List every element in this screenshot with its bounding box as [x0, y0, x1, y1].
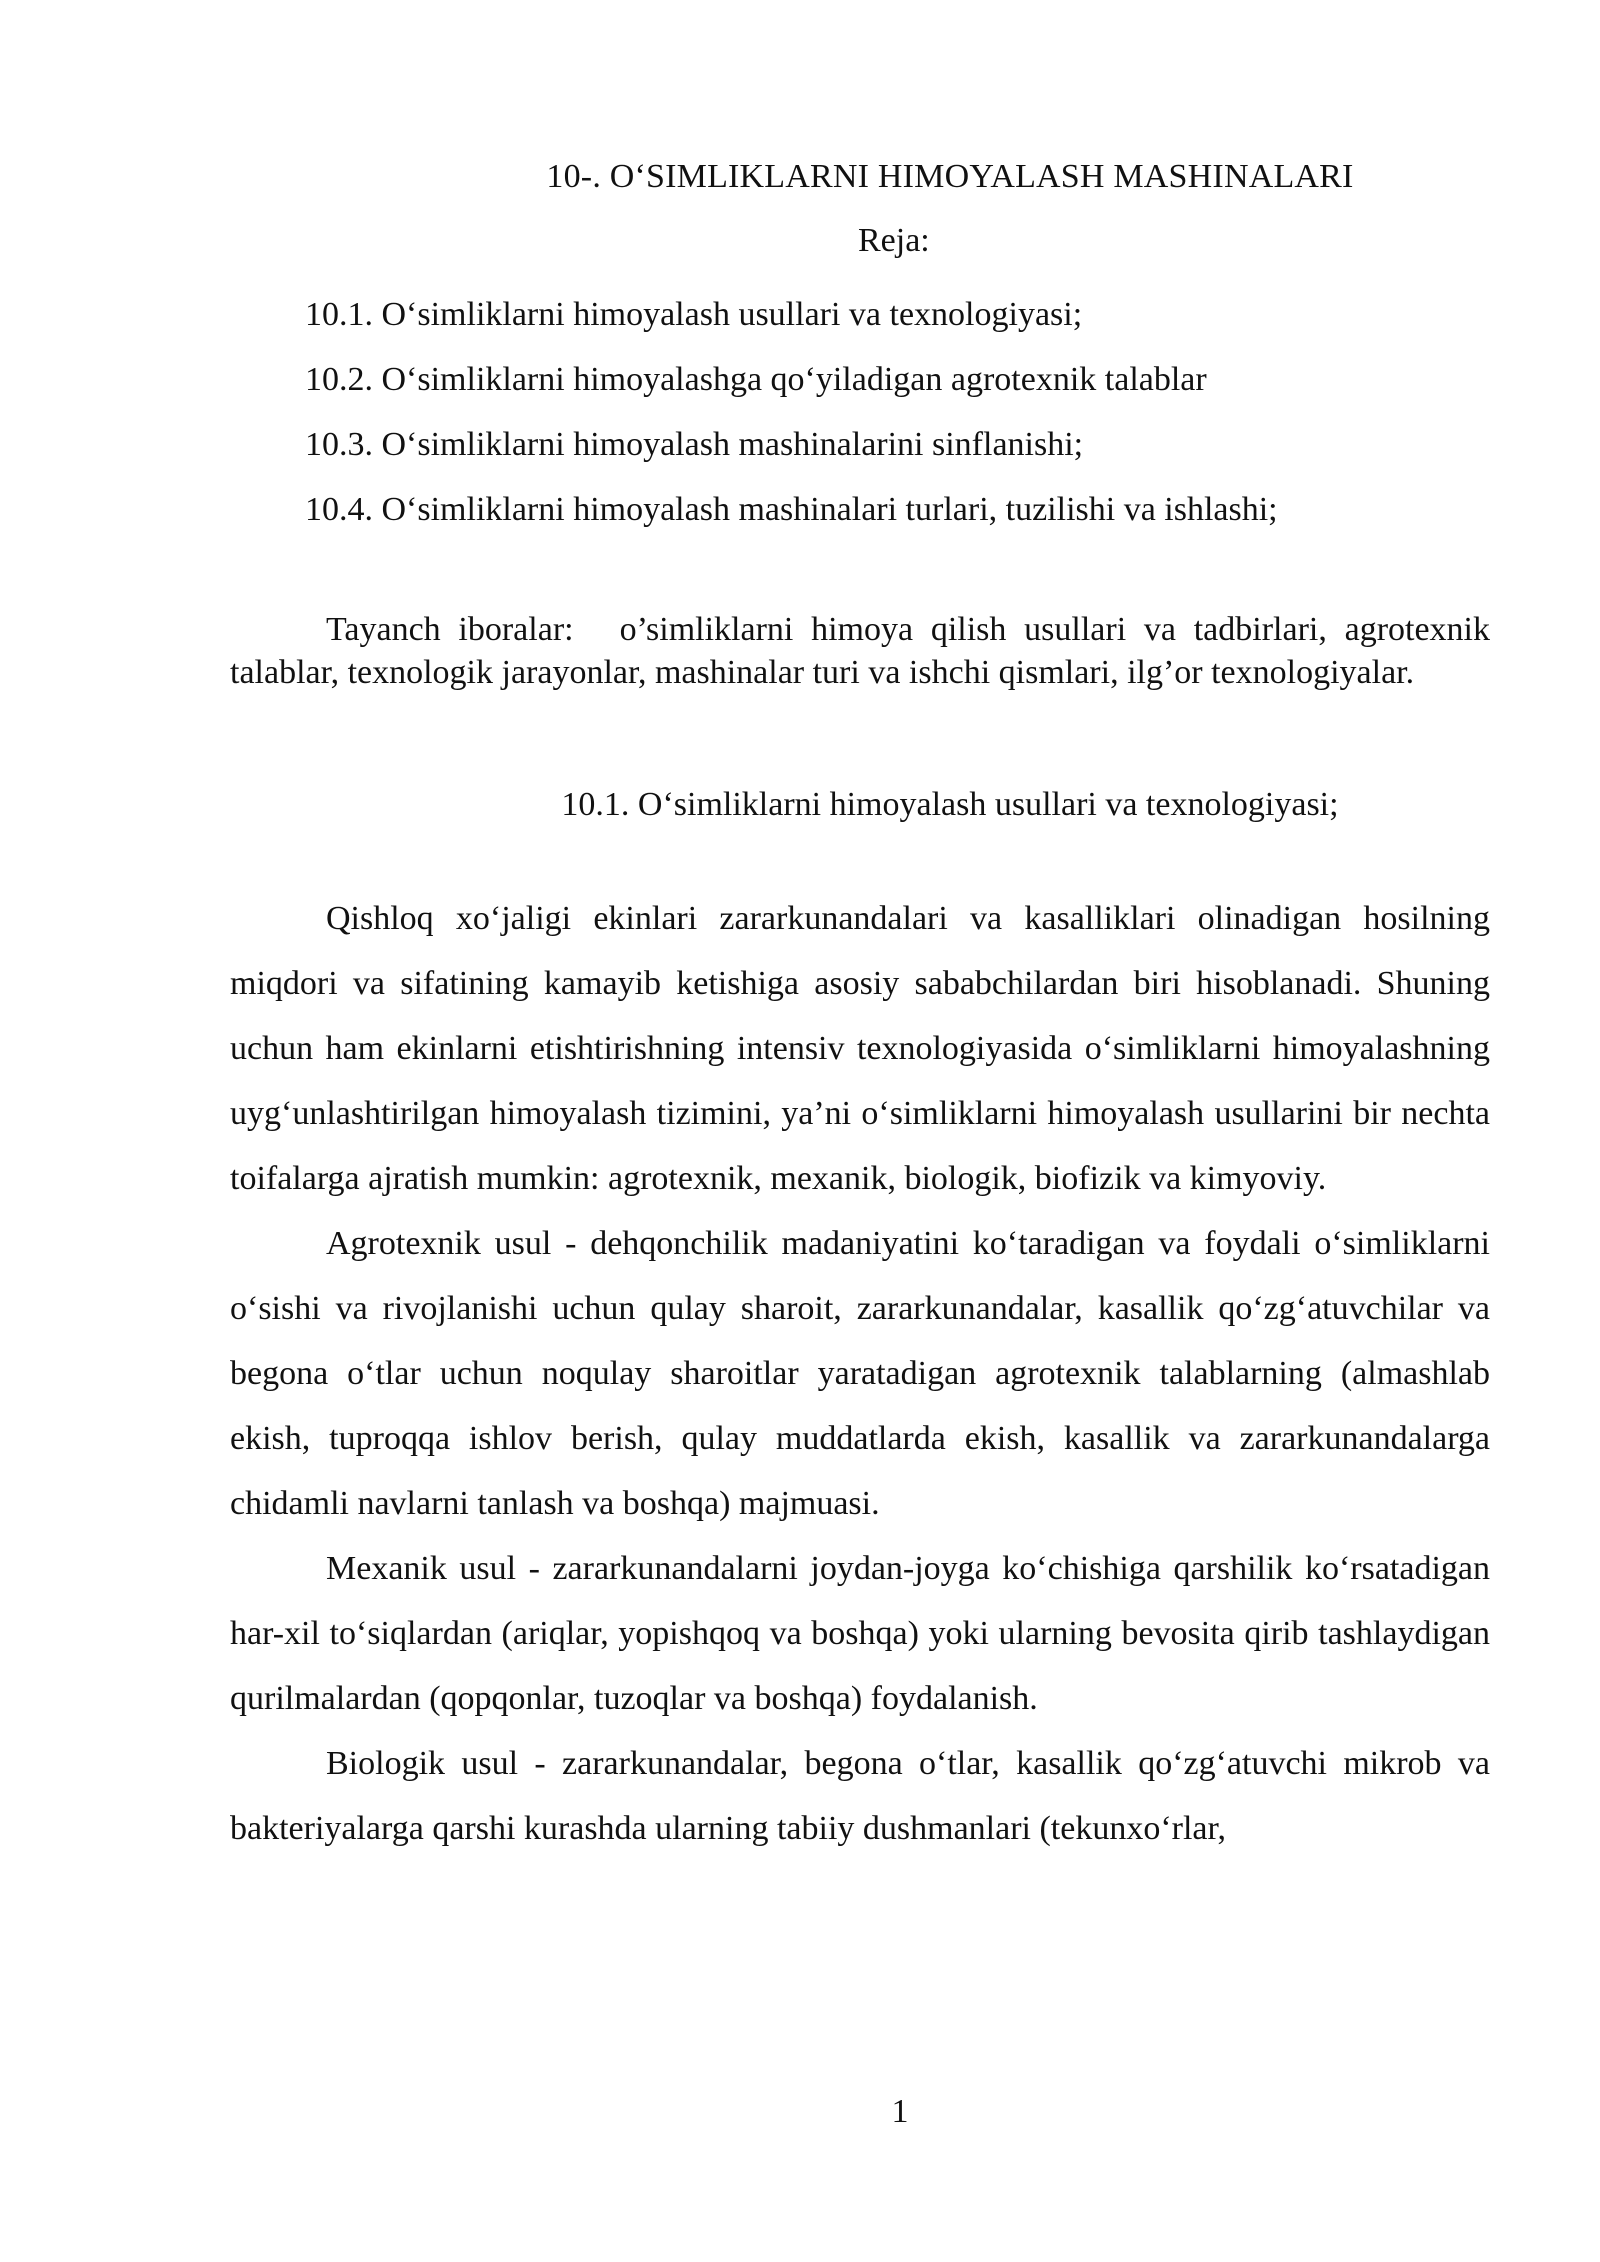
section-heading: 10.1. O‘simliklarni himoyalash usullari va texnologiyasi;: [561, 786, 1339, 823]
plan-item-2: 10.2. O‘simliklarni himoyalashga qo‘yiladigan agrotexnik talablar: [305, 361, 1207, 398]
page-number: 1: [891, 2093, 909, 2130]
document-title: 10-. O‘SIMLIKLARNI HIMOYALASH MASHINALARI: [546, 158, 1354, 195]
keywords-paragraph: [230, 608, 1490, 694]
paragraph-biological: Biologik usul - zararkunandalar, begona o‘tlar, kasallik qo‘zg‘atuvchi mikrob va bakteriyalarga qarshi kurashda ularning tabiiy dushmanlari (tekunxo‘rlar,: [230, 1745, 1490, 1847]
plan-item-3: 10.3. O‘simliklarni himoyalash mashinalarini sinflanishi;: [305, 426, 1084, 463]
paragraph-intro: Qishloq xo‘jaligi ekinlari zararkunandalari va kasalliklari olinadigan hosilning miqdori va sifatining kamayib ketishiga asosiy sababchilardan biri hisoblanadi. Shuning uchun ham ekinlarni etishtirishning intensiv texnologiyasida o‘simliklarni himoyalashning uyg‘unlashtirilgan himoyalash tizimini, ya’ni o‘simliklarni himoyalash usullarini bir nechta toifalarga ajratish mumkin: agrotexnik, mexanik, biologik, biofizik va kimyoviy.: [230, 900, 1490, 1197]
plan-item-1: 10.1. O‘simliklarni himoyalash usullari va texnologiyasi;: [305, 296, 1083, 333]
plan-list: [305, 282, 1278, 542]
plan-item-4: 10.4. O‘simliklarni himoyalash mashinalari turlari, tuzilishi va ishlashi;: [305, 491, 1278, 528]
keywords-label: Tayanch iboralar:: [326, 611, 574, 648]
plan-label: Reja:: [858, 222, 930, 259]
paragraph-mechanical: Mexanik usul - zararkunandalarni joydan-joyga ko‘chishiga qarshilik ko‘rsatadigan har-xil to‘siqlardan (ariqlar, yopishqoq va boshqa) yoki ularning bevosita qirib tashlaydigan qurilmalardan (qopqonlar, tuzoqlar va boshqa) foydalanish.: [230, 1550, 1490, 1717]
keywords-text: o’simliklarni himoya qilish usullari va tadbirlari, agrotexnik talablar, texnologik jarayonlar, mashinalar turi va ishchi qismlari, ilg’or texnologiyalar.: [230, 611, 1490, 691]
paragraph-agrotechnical: Agrotexnik usul - dehqonchilik madaniyatini ko‘taradigan va foydali o‘simliklarni o‘sishi va rivojlanishi uchun qulay sharoit, zararkunandalar, kasallik qo‘zg‘atuvchilar va begona o‘tlar uchun noqulay sharoitlar yaratadigan agrotexnik talablarning (almashlab ekish, tuproqqa ishlov berish, qulay muddatlarda ekish, kasallik va zararkunandalarga chidamli navlarni tanlash va boshqa) majmuasi.: [230, 1225, 1490, 1522]
body-text: [230, 886, 1490, 1861]
